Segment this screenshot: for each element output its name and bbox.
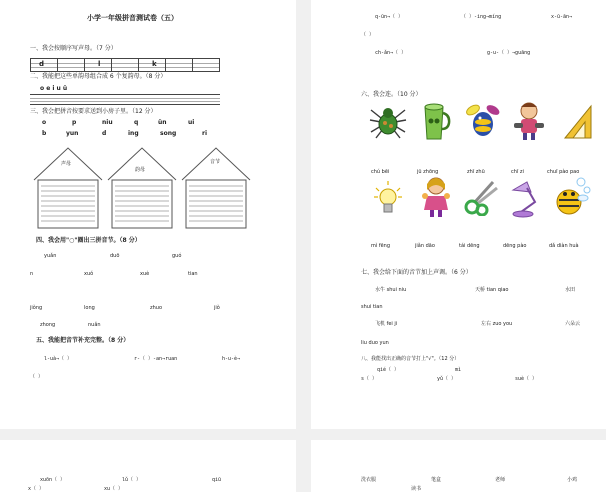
spider-icon — [369, 104, 407, 140]
q7-item: liu duo yun — [361, 340, 389, 346]
cup-icon — [421, 101, 451, 141]
q8-item: yǔ（ ） — [437, 376, 457, 382]
q6-heading: 六、我会连。（10 分） — [361, 91, 422, 98]
p4-item: 读书 — [411, 486, 422, 492]
q4-item: tian — [188, 271, 198, 277]
q5-heading: 五、我能把音节补充完整。（8 分） — [36, 337, 130, 344]
lightbulb-icon — [373, 180, 403, 216]
house-label: 音节 — [210, 159, 221, 165]
p3-item: x（ ） — [28, 486, 45, 492]
q7-item: shui tian — [361, 304, 383, 310]
q3-item: song — [160, 130, 177, 137]
bubbles-bee-icon — [551, 176, 591, 218]
q6-pinyin: tái dēng — [459, 243, 480, 249]
page-2 — [311, 0, 606, 429]
p4-item: 洗衣服 — [361, 477, 377, 483]
top-item: q-ūn→（ ） — [375, 14, 404, 20]
page-4 — [311, 440, 606, 492]
q7-item: 左右 zuo you — [481, 321, 513, 327]
q6-pinyin: dēng pào — [503, 243, 527, 249]
q3-item: q — [134, 119, 139, 126]
page-3 — [0, 440, 296, 492]
house-shengmu — [32, 146, 104, 230]
p3-item: xu（ ） — [104, 486, 124, 492]
p4-item: 小鸡 — [567, 477, 578, 483]
q7-heading: 七、我会给下面的音节加上声调。（6 分） — [361, 269, 472, 276]
q6-pinyin: jū zhōng — [417, 169, 439, 175]
top-tail: （ ） — [361, 32, 375, 38]
top-item: （ ）-ing→míng — [461, 14, 502, 20]
q1-letter: d — [39, 60, 45, 68]
boy-eating-icon — [511, 101, 547, 141]
q3-item: b — [42, 130, 47, 137]
q6-pinyin: chú bēi — [371, 169, 390, 175]
house-label: 韵母 — [135, 167, 146, 173]
page-1 — [0, 0, 296, 429]
p3-item: lǔ（ ） — [122, 477, 142, 483]
p3-item: xuōn（ ） — [40, 477, 66, 483]
q3-item: ui — [188, 119, 195, 126]
q4-item: nuǎn — [88, 322, 101, 328]
top-item: g-u-（ ）→guāng — [487, 50, 531, 56]
house-label: 声母 — [61, 161, 72, 167]
q3-item: ün — [158, 119, 167, 126]
top-item: x-ū-ān→ — [551, 14, 573, 20]
q5-tail: （ ） — [30, 374, 44, 380]
q3-item: p — [72, 119, 77, 126]
q3-item: d — [102, 130, 107, 137]
q4-item: zhuo — [150, 305, 163, 311]
house-yunmu — [106, 146, 178, 230]
q1-writing-grid — [30, 58, 220, 72]
q4-item: xuǒ — [84, 271, 94, 277]
bee-icon — [463, 102, 503, 140]
q4-item: jiǒ — [214, 305, 220, 311]
q5-item: r-（ ）-an→ruan — [134, 356, 178, 362]
q4-item: long — [84, 305, 95, 311]
q4-heading: 四、我会用"○"圈出三拼音节。（8 分） — [36, 237, 141, 244]
q1-heading: 一、我会按顺序写声母。（7 分） — [30, 45, 117, 52]
q3-item: ri — [202, 130, 208, 137]
page-title: 小学一年级拼音测试卷（五） — [87, 14, 178, 22]
q8-item: mì — [455, 367, 462, 373]
q8-heading: 八、我能找出正确的音节打上"√"。（12 分） — [361, 356, 460, 362]
q3-item: niu — [102, 119, 113, 126]
q2-writing-grid — [30, 94, 220, 105]
p3-item: qiū — [212, 477, 222, 483]
q8-item: suè（ ） — [515, 376, 538, 382]
q4-item: jiǒng — [30, 305, 43, 311]
desk-lamp-icon — [509, 180, 543, 218]
q4-item: yuǎn — [44, 253, 57, 259]
q7-item: 水田 — [565, 287, 576, 293]
q6-pinyin: zhī zhū — [467, 169, 485, 175]
q7-item: 天桥 tian qiao — [475, 287, 509, 293]
q6-pinyin: chī zi — [511, 169, 524, 175]
q7-item: 水牛 shui niu — [375, 287, 407, 293]
top-item: ch-ǎn→（ ） — [375, 50, 407, 56]
q1-letter: k — [152, 60, 157, 68]
scissors-icon — [463, 180, 499, 216]
q1-letter: l — [98, 60, 101, 68]
q2-letters: o e i u ü — [40, 85, 68, 92]
q6-pinyin: chuī pào pao — [547, 169, 580, 175]
q2-heading: 二、我能把这些单韵母组合成 6 个复韵母。（8 分） — [30, 73, 167, 80]
p4-item: 笔盒 — [431, 477, 442, 483]
q4-item: duō — [110, 253, 120, 259]
q7-item: 六朵云 — [565, 321, 581, 327]
q3-item: ing — [128, 130, 139, 137]
q6-pinyin: mì fēng — [371, 243, 391, 249]
q3-item: yun — [66, 130, 79, 137]
q6-pinyin: jiǎn dāo — [415, 243, 435, 249]
q8-item: qié（ ） — [377, 367, 400, 373]
girl-icon — [419, 176, 453, 218]
q6-pinyin: dǎ diàn huà — [549, 243, 579, 249]
q3-item: o — [42, 119, 47, 126]
ruler-icon — [563, 104, 593, 140]
q4-item: xuè — [140, 271, 150, 277]
p4-item: 老师 — [495, 477, 506, 483]
q4-item: n — [30, 271, 34, 277]
q8-item: s（ ） — [361, 376, 378, 382]
q5-item: l-uà→（ ） — [44, 356, 73, 362]
q5-item: h-u-è→ — [222, 356, 241, 362]
q3-heading: 三、我会把拼音按要求送到小房子里。（12 分） — [30, 108, 157, 115]
q4-item: guó — [172, 253, 182, 259]
q7-item: 飞机 fei ji — [375, 321, 398, 327]
q4-item: zhong — [40, 322, 56, 328]
